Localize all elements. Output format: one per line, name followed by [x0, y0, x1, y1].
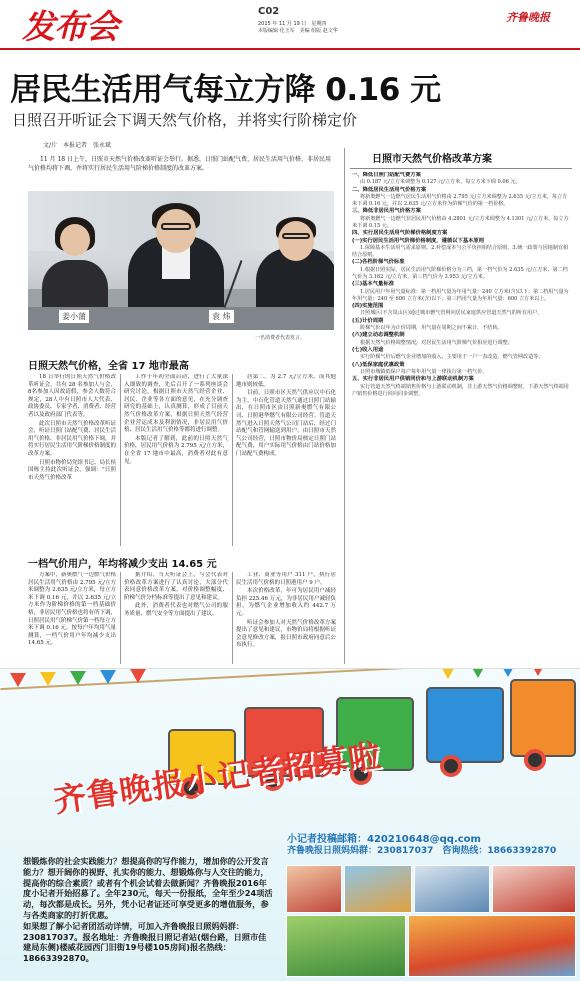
reform-item-text: 日照市城镇低保户每户每年用气量一律执行第一档气价。 [360, 368, 488, 375]
reform-item-text: 将新奥燃气一边燃气非居民用气价格由 4.2801 元/立方米调整为 4.1301 元/立方米，每立方米下调 0.15 元。 [352, 215, 569, 230]
headline: 居民生活用气每立方降 0.16 元 [10, 72, 441, 108]
reform-item-heading: (六)建立动态调整机制 [352, 332, 405, 339]
reform-item-text: 将新奥燃气一边燃气居民生活用气价格由 2.795 元/立方米调整为 2.635 元/立方米，每立方米下调 0.16 元，并以 2.635 元/立方米作为阶梯气价的第一档价格。 [352, 194, 568, 208]
ad-phones: 齐鲁晚报日照妈妈群：230817037 咨询热线：18663392870 [287, 846, 557, 856]
brand-logo: 齐鲁晚报 [506, 11, 550, 24]
reform-item-heading: 一、降低日照门站配气费方案 [352, 172, 421, 178]
issue-date: 2015 年 11 月 19 日 星期四 [258, 21, 327, 27]
column-divider [344, 148, 345, 664]
photo-caption: 一名消费者代表发言。 [255, 335, 306, 341]
byline: 文/片 本报记者 张永斌 [43, 142, 112, 149]
reform-item-text: 1.居民用户年用气量标准：第一档用气量为年用气量：240 立方米(含)以下；第二档用气量为年用气量：240 至 600 立方米(含)以下；第三档用气量为年用气量：600 立方米以上。 [352, 288, 569, 302]
lead-paragraph: 11 月 18 日上午，日照市天然气价格改革听证会举行。据悉，日照门站配气费、居民生活用气价格、非居民用气价格均将下调，并将实行居民生活用气阶梯价格制度的改革方案。 [28, 156, 331, 172]
reform-item-heading: (八)低保家庭优惠政策 [352, 361, 405, 368]
masthead-rule [0, 48, 580, 50]
column-divider [232, 374, 233, 546]
reform-item-text: 实行管道天然气终端销售价格与上游联动机制，非上游天然气价格调整时，下游天然气终端用户销售价格进行同向同步调整。 [352, 383, 569, 397]
reform-item-heading: 二、降低居民生活用气价格方案 [352, 186, 427, 193]
column-divider [120, 374, 121, 546]
section1-col2: 工作于年初全面启动，进行了大量深入细致的调查，先后召开了一系列座谈会研究讨论，根据日照市天然气经营企业、居民、企业等各方面的意见，在充分调查研究的基础上，认真测算，形成了目前天然气价格改革方案，根据日照天然气经营企业营运成本及利润情况，非居民用气价格、居民生活用气价格等都将进行调整。 本版记者了解到，此前的日照天然气价格，居民用气价格为 2.795 元/立方米，在全省 17 地市中最高，消费者对此有意见。 [124, 374, 228, 465]
column-divider [120, 572, 121, 664]
reform-item-text: 1.保障基本生活用气需求原则。2.补偿成本与公平负担相结合原则。3.统一政策与因地制宜相结合原则。 [352, 245, 569, 259]
reform-item-text: 根据天然气价格调整情况，对居民生活用气阶梯气价相应进行调整。 [360, 339, 513, 346]
reform-item-text: 由 0.187 元/立方米调整为 0.127 元/立方米，每立方米下调 0.06 元。 [360, 179, 521, 186]
reform-item-heading: (四)实施范围 [352, 303, 384, 310]
ad-slogan: 齐鲁晚报小记者招募啦 [51, 736, 384, 820]
reform-item-heading: 四、实行居民生活用气阶梯价格制度方案 [352, 230, 448, 237]
reform-item-text: 日照城区(不含岚山区)通过城市燃气管网向居民家庭供应管道天然气的所有用户。 [360, 310, 543, 317]
ad-body-text: 想锻炼你的社会实践能力？想提高你的写作能力，增加你的公开发言能力？想开阔你的视野、扎实你的能力、想锻炼你与人交往的能力，提高你的综合素质？或者有个机会试着去做新闻？齐鲁晚报2016年度小记者开始招募了。全年230元，每天一份报纸，全年至少24项活动，每次都是成长。另外，凭小记者证还可享受更多的增值服务，参与各类商家的打折优惠。 如果想了解小记者团活动详情，可加入齐鲁晚报日照妈妈群：230817037。报名地址：齐鲁晚报日照记者站(烟台路，日照市佳建局东侧)楼威花园西门旧街19号楼105房间)报名热线：18663392870。 [23, 856, 273, 964]
reform-item-heading: (五)计价周期 [352, 317, 384, 324]
section-logo: 发布会 [22, 7, 118, 46]
section2-title: 一档气价用户，年均将减少支出 14.65 元 [28, 559, 217, 570]
name-tag-left: 姜小蒲 [58, 309, 90, 324]
reform-item-heading: 五、实行非居民用户供销同价和与上游联动机制方案 [352, 376, 474, 383]
section2-col3: 工业、商业等用户 311 户，执行居民生活用气价格的日照港用户 9 户。 本次价格改革，年可为居民用户减轻负担 225.46 万元，为非居民用户减轻负担，为燃气企业增加收入约 442.7 万元。 听证会参加人对天然气价格改革方案提出了意见和建议，市物价局将根据听证会意见修改方案，报日照市政府同意后公布执行。 [236, 572, 336, 649]
reform-title-rule [350, 168, 572, 169]
column-divider [232, 572, 233, 664]
editors-credit: 本版编辑 化玉军 美编 组版 赵文华 [258, 27, 338, 34]
section1-col3: 居第二，为 2.7 元/立方米，而其他地市则较低。 目前，日照市区天然气供应以中石化为主，中石化管道天然气通过日照门站输出，在日照市区由日照新奥燃气有限公司、日照港华燃气有限公司经营。管道天然气进入日照天然气公司门站后，经过门站配气和管网输送到用户，由日照市天然气公司经营，日照市物价局核定日照门站配气费，用户实际用气价格由门站价格加门站配气费构成。 [236, 374, 336, 457]
section2-col1: 方案中，新奥燃气一边燃气价格居民生活用气价格由 2.795 元/立方米调整为 2.635 元/立方米，每立方米下调 0.16 元，并以 2.635 元/立方米作为阶梯价格的第一档基础价格，非居民用气价格也将有所下调，日照居民用气阶梯气价第一档每立方米下调 0.16 元，按每户年均用气量测算，一档气价用户年均减少支出 14.65 元。 [28, 572, 116, 647]
reform-item-heading: (一)实行居民生活用气阶梯价格制度，遵循以下基本原则 [352, 237, 484, 244]
reform-plan-title: 日照市天然气价格改革方案 [372, 154, 492, 165]
reform-item-heading: (二)各档阶梯气价标准 [352, 259, 405, 266]
page-number: C02 [258, 6, 280, 17]
reform-item-heading: (七)收入用途 [352, 346, 384, 353]
name-tag-right: 袁 炜 [208, 309, 235, 324]
reform-item-text: 实行阶梯气价后燃气企业增加的收入，主要用于一户一表改造、燃气管网改造等。 [360, 354, 544, 361]
reform-item-heading: 三、降低非居民用气价格方案 [352, 208, 421, 215]
section1-title: 日照天然气价格，全省 17 地市最高 [28, 361, 189, 372]
section2-col2: 据介绍，当天听证会上，与会代表对价格改革方案进行了认真讨论，大部分代表同意价格改革方案，对价格调整幅度、阶梯气价分档标准等提出了意见和建议。 此外，消费者代表也对燃气公司的服务质量、燃气安全等方面提出了建议。 [124, 572, 228, 617]
reform-item-text: 阶梯气价以年为计价周期，用气量在周期之间不累计、不结转。 [360, 325, 503, 332]
reform-item-text: 1.根据日照实际，居民生活用气阶梯价格分为三档，第一档气价为 2.635 元/立方米，第二档气价为 3.162 元/立方米，第三档气价为 3.953 元/立方米。 [352, 266, 568, 281]
section1-col1: 18 日举行的日照天然气价格改革听证会，共有 28 名参加人与会，8名参加人因故请假，参会人数符合规定，28人中有日照市人大代表、政协委员、专家学者、消费者、经营者以及政府部门代表等。 此次日照市天然气价格改革听证会，听证日照门站配气费、居民生活用气价格、非居民用气价格下调，并将实行居民生活用气阶梯价格制度的改革方案。 日照市物价局党组书记、局长侯国栋主持此次听证会，强调："日照市天然气价格改革 [28, 374, 116, 481]
masthead-meta [258, 21, 338, 34]
reform-item-heading: (三)基本气量标准 [352, 281, 394, 288]
hearing-photo [28, 191, 334, 330]
ad-email: 小记者投稿邮箱：420210648@qq.com [287, 834, 481, 845]
reform-plan-box [352, 172, 572, 662]
subheadline: 日照召开听证会下调天然气价格，并将实行阶梯定价 [12, 111, 358, 129]
